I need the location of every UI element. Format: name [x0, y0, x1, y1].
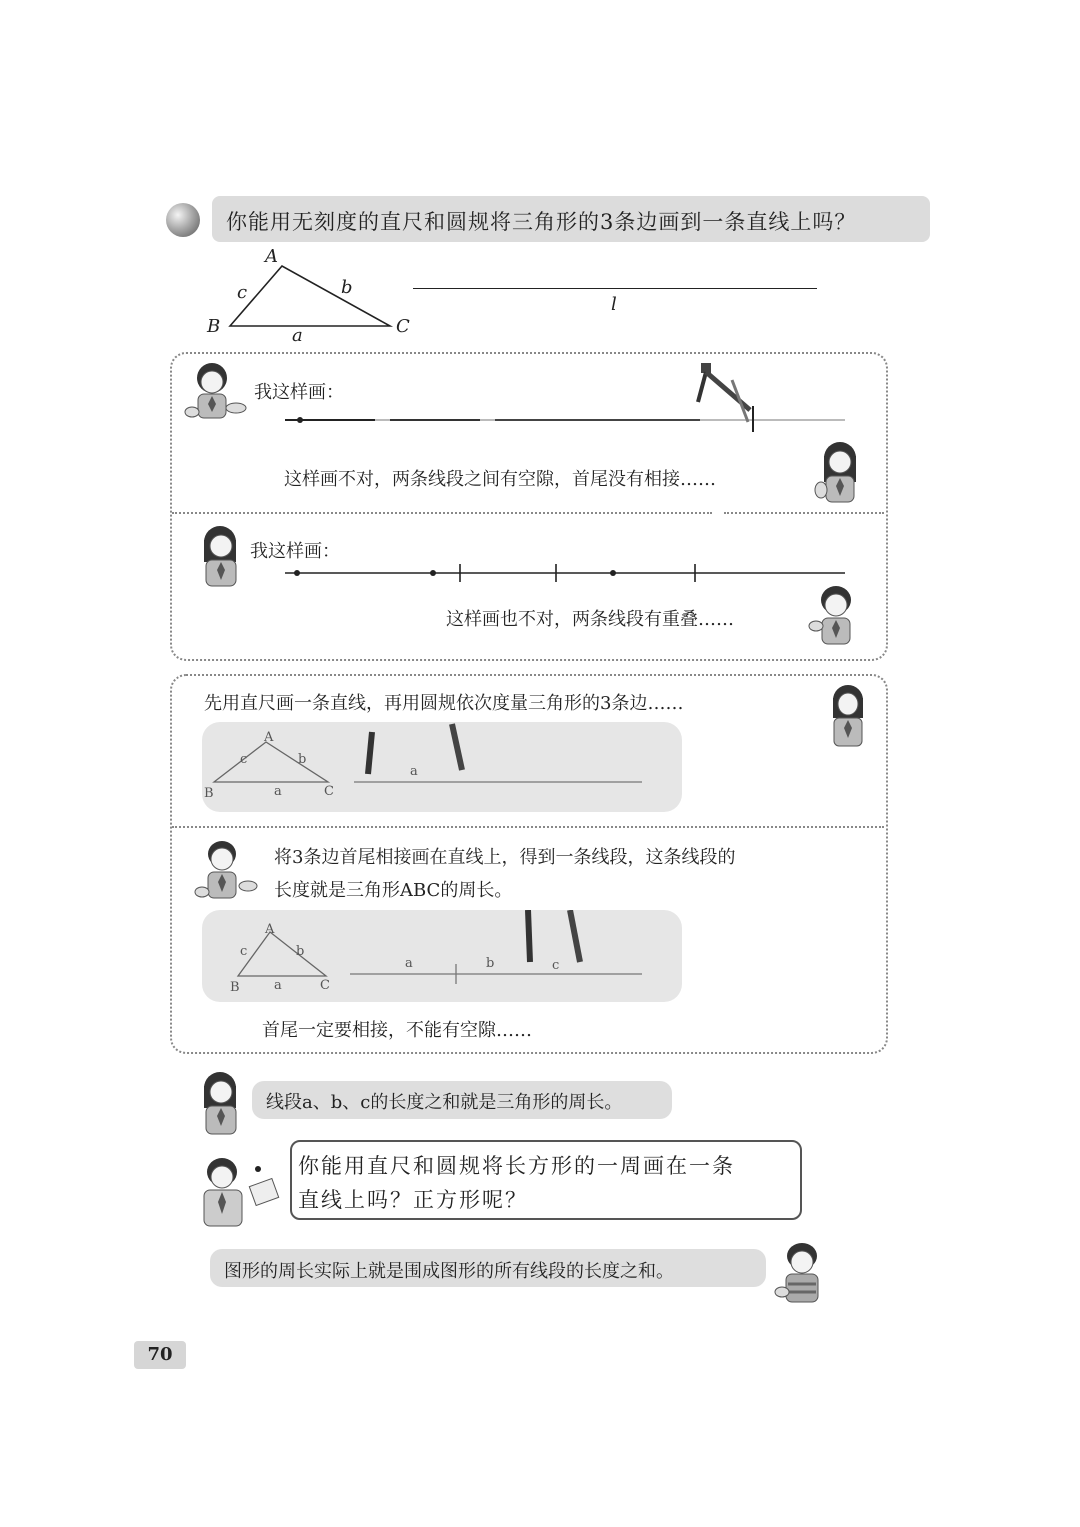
attempt1-drawing: [280, 360, 850, 435]
photo2-B: B: [230, 980, 240, 995]
photo2-c: c: [240, 944, 248, 959]
girl-avatar-4: [198, 1070, 248, 1136]
photo1-seg: a: [410, 764, 418, 779]
photo1-a: a: [274, 784, 282, 799]
panel1-divider-right: [724, 512, 884, 514]
photo1-b: b: [298, 752, 307, 767]
question-text: 你能用无刻度的直尺和圆规将三角形的3条边画到一条直线上吗？: [226, 210, 857, 234]
attempt2-label: 我这样画：: [250, 541, 340, 562]
vertex-c-label: C: [396, 316, 410, 337]
compass-icon: [698, 363, 750, 422]
step2-line2: 长度就是三角形ABC的周长。: [274, 880, 513, 901]
attempt1-label: 我这样画：: [254, 382, 344, 403]
photo2-seg-b: b: [486, 956, 495, 971]
globe-icon: [166, 203, 200, 237]
step3-text: 首尾一定要相接，不能有空隙……: [262, 1020, 532, 1041]
line-l-label: l: [611, 294, 617, 315]
girl-avatar-2: [196, 524, 248, 588]
line-l: [413, 288, 817, 289]
boy-avatar-3: [194, 838, 264, 904]
teacher-avatar: [192, 1156, 288, 1230]
boy-avatar-4: [774, 1240, 830, 1306]
girl-avatar-3: [826, 684, 872, 748]
photo2-b: b: [296, 944, 305, 959]
summary1-text: 线段a、b、c的长度之和就是三角形的周长。: [266, 1092, 623, 1113]
girl-avatar: [812, 440, 868, 506]
triangle-abc: [230, 266, 390, 326]
side-c-label: c: [237, 282, 248, 303]
photo2-seg-c: c: [552, 958, 560, 973]
challenge-line1: 你能用直尺和圆规将长方形的一周画在一条: [298, 1154, 735, 1178]
photo2-C: C: [320, 978, 330, 993]
vertex-b-label: B: [207, 316, 221, 337]
page-number: 70: [134, 1341, 186, 1369]
photo1-c: c: [240, 752, 248, 767]
photo1-A: A: [264, 730, 274, 745]
attempt2-comment: 这样画也不对，两条线段有重叠……: [446, 609, 734, 630]
challenge-line2: 直线上吗？正方形呢？: [298, 1188, 528, 1212]
side-b-label: b: [341, 277, 353, 298]
photo2-seg-a: a: [405, 956, 413, 971]
photo1-C: C: [324, 784, 334, 799]
photo1-B: B: [204, 786, 214, 801]
summary2-text: 图形的周长实际上就是围成图形的所有线段的长度之和。: [224, 1261, 674, 1282]
attempt2-drawing: [280, 560, 850, 590]
vertex-a-label: A: [265, 246, 278, 267]
attempt1-comment: 这样画不对，两条线段之间有空隙，首尾没有相接……: [284, 469, 716, 490]
photo2-A: A: [265, 922, 275, 937]
boy-avatar: [184, 360, 250, 422]
step2-line1: 将3条边首尾相接画在直线上，得到一条线段，这条线段的: [274, 847, 736, 868]
boy-avatar-2: [806, 582, 862, 648]
panel2-divider: [172, 826, 884, 828]
side-a-label: a: [292, 325, 303, 346]
step1-text: 先用直尺画一条直线，再用圆规依次度量三角形的3条边……: [204, 693, 684, 714]
panel1-divider-left: [172, 512, 712, 514]
photo2-a: a: [274, 978, 282, 993]
